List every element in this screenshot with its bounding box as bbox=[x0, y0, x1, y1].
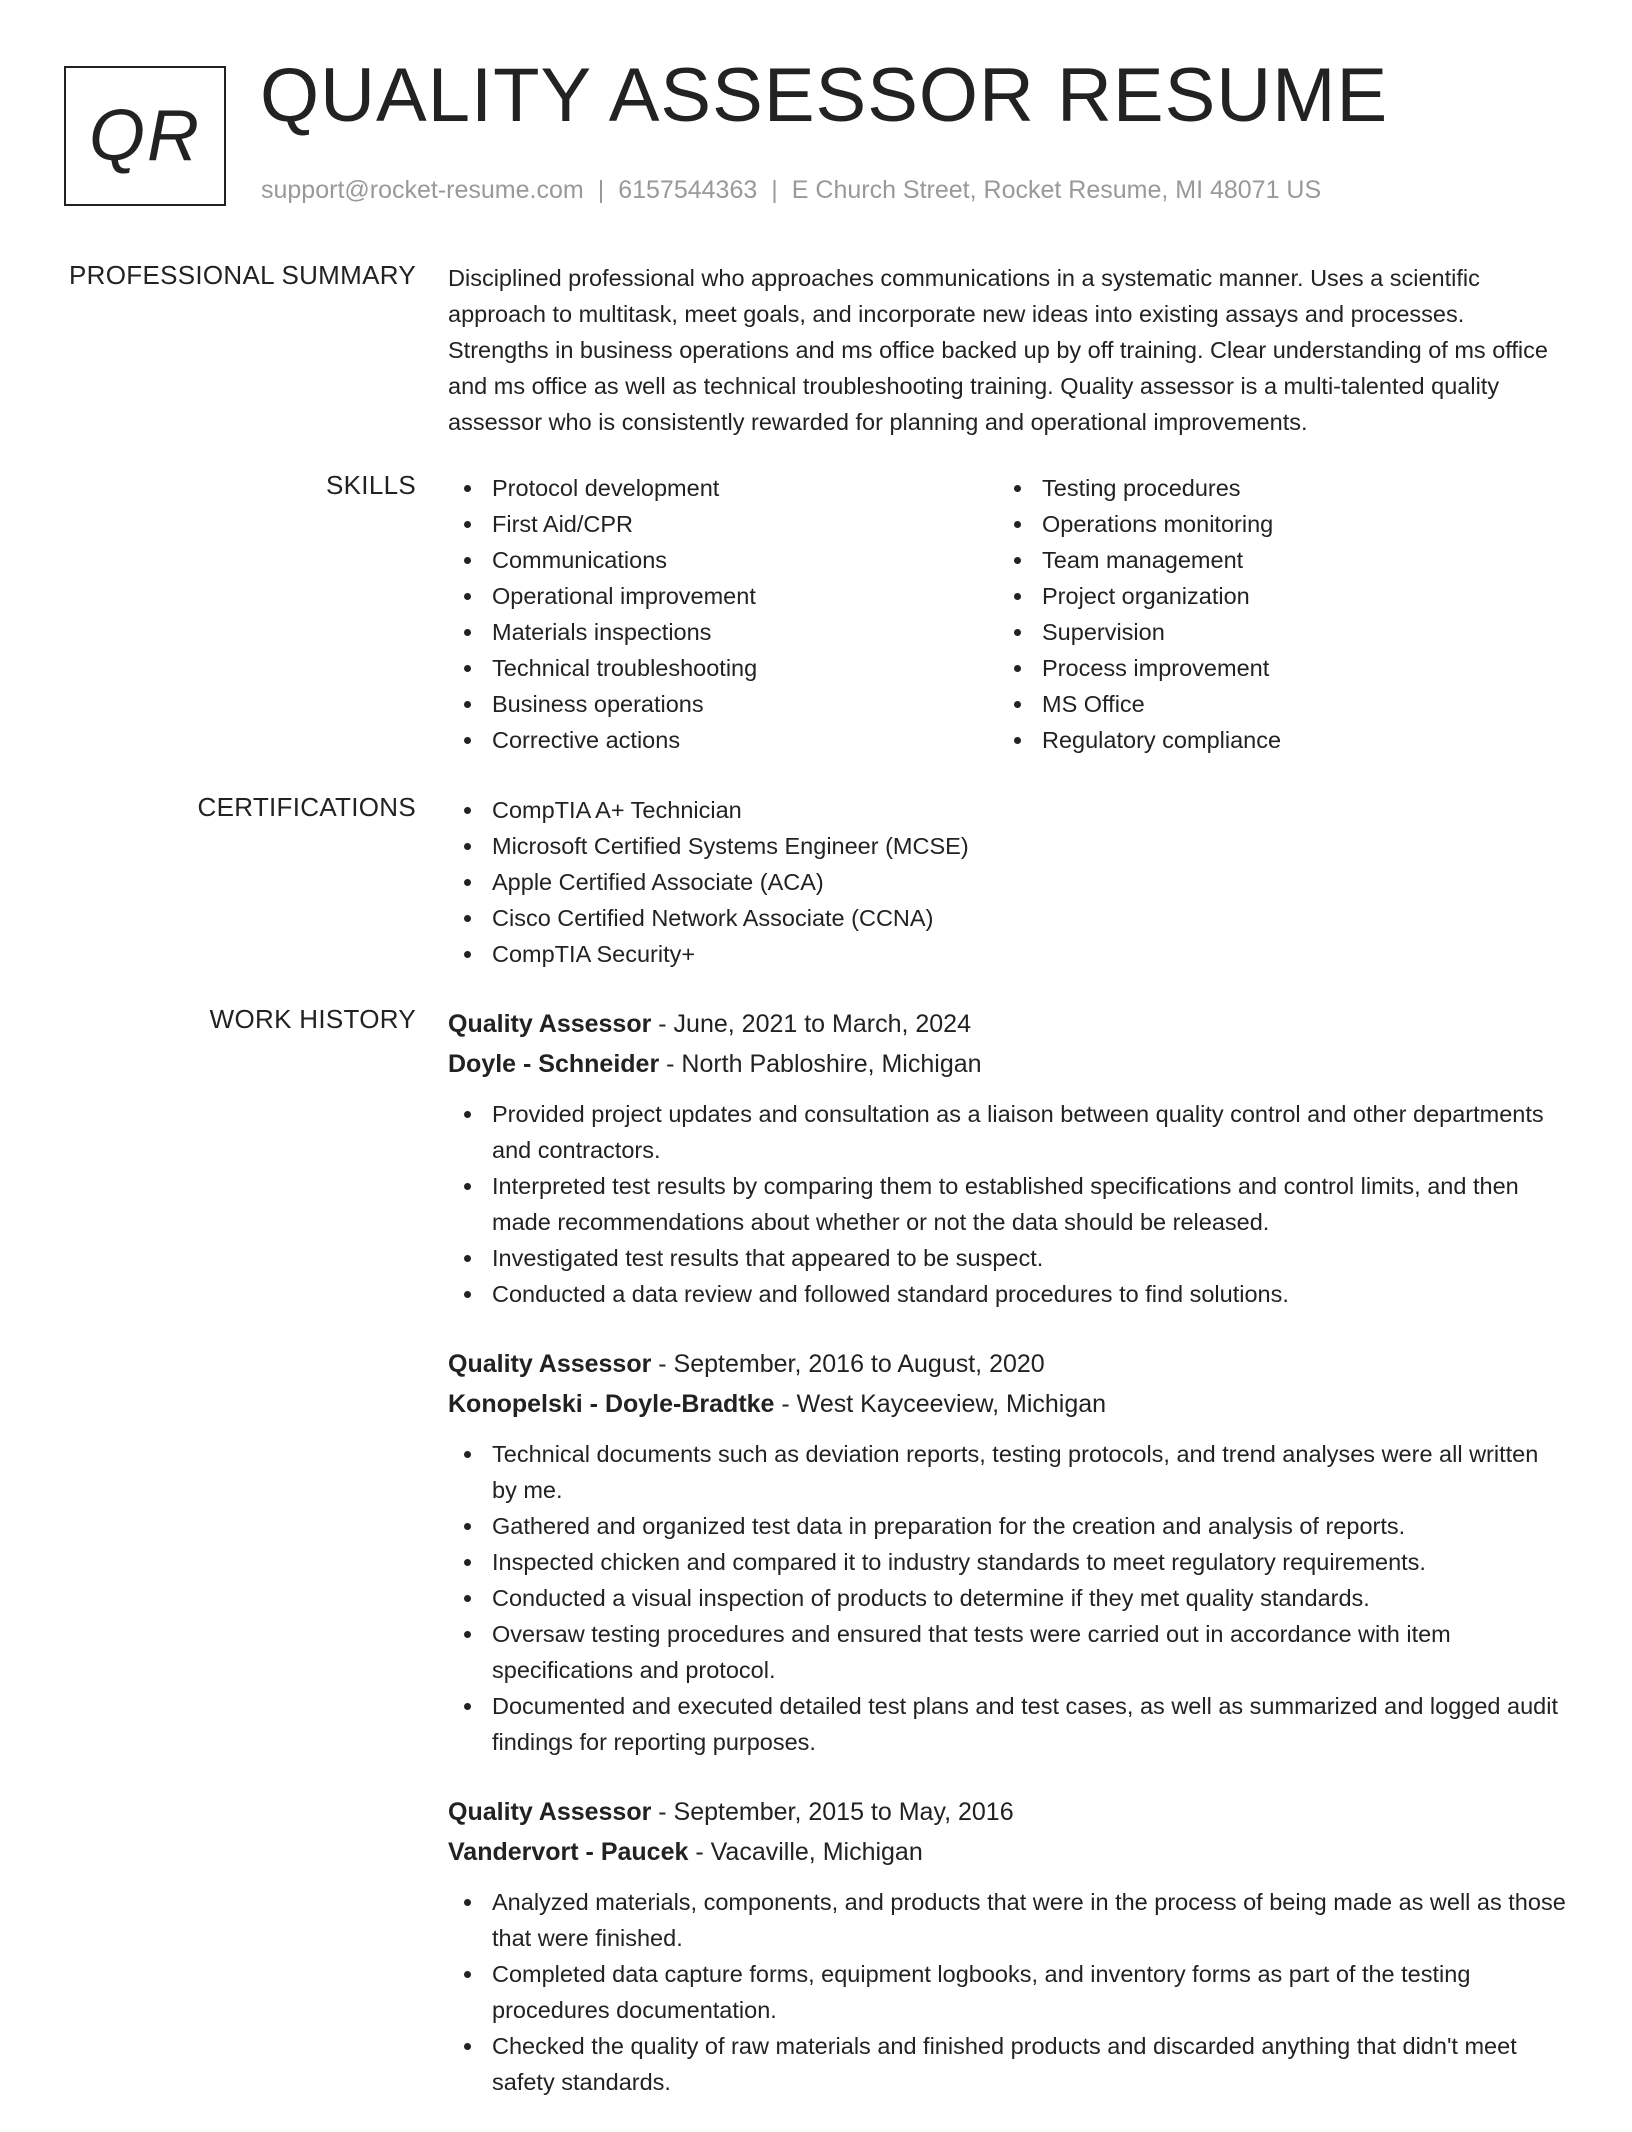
job-duties-list bbox=[448, 1884, 1568, 2100]
certification-item: CompTIA Security+ bbox=[448, 936, 1568, 972]
job-duty: Analyzed materials, components, and products that were in the process of being made as well as those that were finished. bbox=[448, 1884, 1568, 1956]
job-company-line bbox=[448, 1384, 1568, 1424]
skill-item: MS Office bbox=[998, 686, 1548, 722]
certifications-heading: CERTIFICATIONS bbox=[197, 792, 416, 822]
job-duty: Documented and executed detailed test plans and test cases, as well as summarized and logged audit findings for reporting purposes. bbox=[448, 1688, 1568, 1760]
job-duty: Interpreted test results by comparing them to established specifications and control limits, and then made recommendations about whether or not the data should be released. bbox=[448, 1168, 1568, 1240]
skill-item: Business operations bbox=[448, 686, 998, 722]
job-duty: Provided project updates and consultation as a liaison between quality control and other departments and contractors. bbox=[448, 1096, 1568, 1168]
contact-address: E Church Street, Rocket Resume, MI 48071 US bbox=[791, 176, 1322, 204]
monogram-initials: QR bbox=[89, 96, 201, 176]
job-duties-list bbox=[448, 1436, 1568, 1760]
job-dates: - September, 2015 to May, 2016 bbox=[651, 1798, 1014, 1826]
job-company: Konopelski - Doyle-Bradtke bbox=[448, 1390, 775, 1418]
job-duty: Oversaw testing procedures and ensured that tests were carried out in accordance with item specifications and protocol. bbox=[448, 1616, 1568, 1688]
job-company-line bbox=[448, 1832, 1568, 1872]
skills-grid bbox=[448, 470, 1568, 758]
job-duty: Conducted a data review and followed standard procedures to find solutions. bbox=[448, 1276, 1568, 1312]
skill-item: Project organization bbox=[998, 578, 1548, 614]
job-location: - North Pabloshire, Michigan bbox=[659, 1050, 982, 1078]
skill-item: Regulatory compliance bbox=[998, 722, 1548, 758]
job-company: Vandervort - Paucek bbox=[448, 1838, 689, 1866]
job-title-line bbox=[448, 1344, 1568, 1384]
certification-item: Apple Certified Associate (ACA) bbox=[448, 864, 1568, 900]
job-duty: Technical documents such as deviation reports, testing protocols, and trend analyses were all written by me. bbox=[448, 1436, 1568, 1508]
contact-line bbox=[261, 176, 1321, 205]
certification-item: Microsoft Certified Systems Engineer (MCSE) bbox=[448, 828, 1568, 864]
skills-heading: SKILLS bbox=[326, 470, 416, 500]
job-duty: Completed data capture forms, equipment logbooks, and inventory forms as part of the testing procedures documentation. bbox=[448, 1956, 1568, 2028]
skill-item: Testing procedures bbox=[998, 470, 1548, 506]
certification-item: Cisco Certified Network Associate (CCNA) bbox=[448, 900, 1568, 936]
job-title: Quality Assessor bbox=[448, 1010, 652, 1038]
skill-item: First Aid/CPR bbox=[448, 506, 998, 542]
job-title: Quality Assessor bbox=[448, 1798, 652, 1826]
skills-list-left bbox=[448, 470, 998, 758]
contact-separator: | bbox=[597, 176, 605, 204]
job-dates: - June, 2021 to March, 2024 bbox=[651, 1010, 971, 1038]
job-title: Quality Assessor bbox=[448, 1350, 652, 1378]
contact-separator: | bbox=[771, 176, 778, 204]
work-history-heading: WORK HISTORY bbox=[209, 1004, 416, 1034]
job-location: - West Kayceeview, Michigan bbox=[774, 1390, 1107, 1418]
skill-item: Communications bbox=[448, 542, 998, 578]
contact-phone: 6157544363 bbox=[618, 176, 758, 204]
work-history-body bbox=[448, 1004, 1568, 2132]
certification-item: CompTIA A+ Technician bbox=[448, 792, 1568, 828]
contact-email: support@rocket-resume.com bbox=[261, 176, 584, 204]
job-duty: Investigated test results that appeared to be suspect. bbox=[448, 1240, 1568, 1276]
monogram-logo bbox=[64, 66, 226, 206]
job-title-line bbox=[448, 1792, 1568, 1832]
job-title-line bbox=[448, 1004, 1568, 1044]
job-company: Doyle - Schneider bbox=[448, 1050, 660, 1078]
skills-list-right bbox=[998, 470, 1548, 758]
skill-item: Materials inspections bbox=[448, 614, 998, 650]
skill-item: Corrective actions bbox=[448, 722, 998, 758]
skills-body bbox=[448, 470, 1568, 758]
skill-item: Protocol development bbox=[448, 470, 998, 506]
job-dates: - September, 2016 to August, 2020 bbox=[651, 1350, 1045, 1378]
skill-item: Operations monitoring bbox=[998, 506, 1548, 542]
job-entry bbox=[448, 1792, 1568, 2100]
skill-item: Operational improvement bbox=[448, 578, 998, 614]
job-entry bbox=[448, 1004, 1568, 1312]
summary-body bbox=[448, 260, 1568, 440]
certifications-body bbox=[448, 792, 1568, 972]
job-duty: Conducted a visual inspection of products to determine if they met quality standards. bbox=[448, 1580, 1568, 1616]
skill-item: Process improvement bbox=[998, 650, 1548, 686]
job-duty: Inspected chicken and compared it to industry standards to meet regulatory requirements. bbox=[448, 1544, 1568, 1580]
skill-item: Supervision bbox=[998, 614, 1548, 650]
job-location: - Vacaville, Michigan bbox=[688, 1838, 923, 1866]
skill-item: Team management bbox=[998, 542, 1548, 578]
job-entry bbox=[448, 1344, 1568, 1760]
job-company-line bbox=[448, 1044, 1568, 1084]
job-duty: Gathered and organized test data in preparation for the creation and analysis of reports. bbox=[448, 1508, 1568, 1544]
skill-item: Technical troubleshooting bbox=[448, 650, 998, 686]
job-duty: Checked the quality of raw materials and finished products and discarded anything that didn't meet safety standards. bbox=[448, 2028, 1568, 2100]
summary-heading: PROFESSIONAL SUMMARY bbox=[69, 260, 416, 290]
job-duties-list bbox=[448, 1096, 1568, 1312]
summary-text: Disciplined professional who approaches communications in a systematic manner. Uses a scientific approach to multitask, meet goals, and incorporate new ideas into existing assays and processes. Strengths in business operations and ms office backed up by off training. Clear understanding of ms office and ms office as well as technical troubleshooting training. Quality assessor is a multi-talented quality assessor who is consistently rewarded for planning and operational improvements. bbox=[448, 265, 1548, 435]
resume-title: QUALITY ASSESSOR RESUME bbox=[260, 53, 1389, 138]
certifications-list bbox=[448, 792, 1568, 972]
